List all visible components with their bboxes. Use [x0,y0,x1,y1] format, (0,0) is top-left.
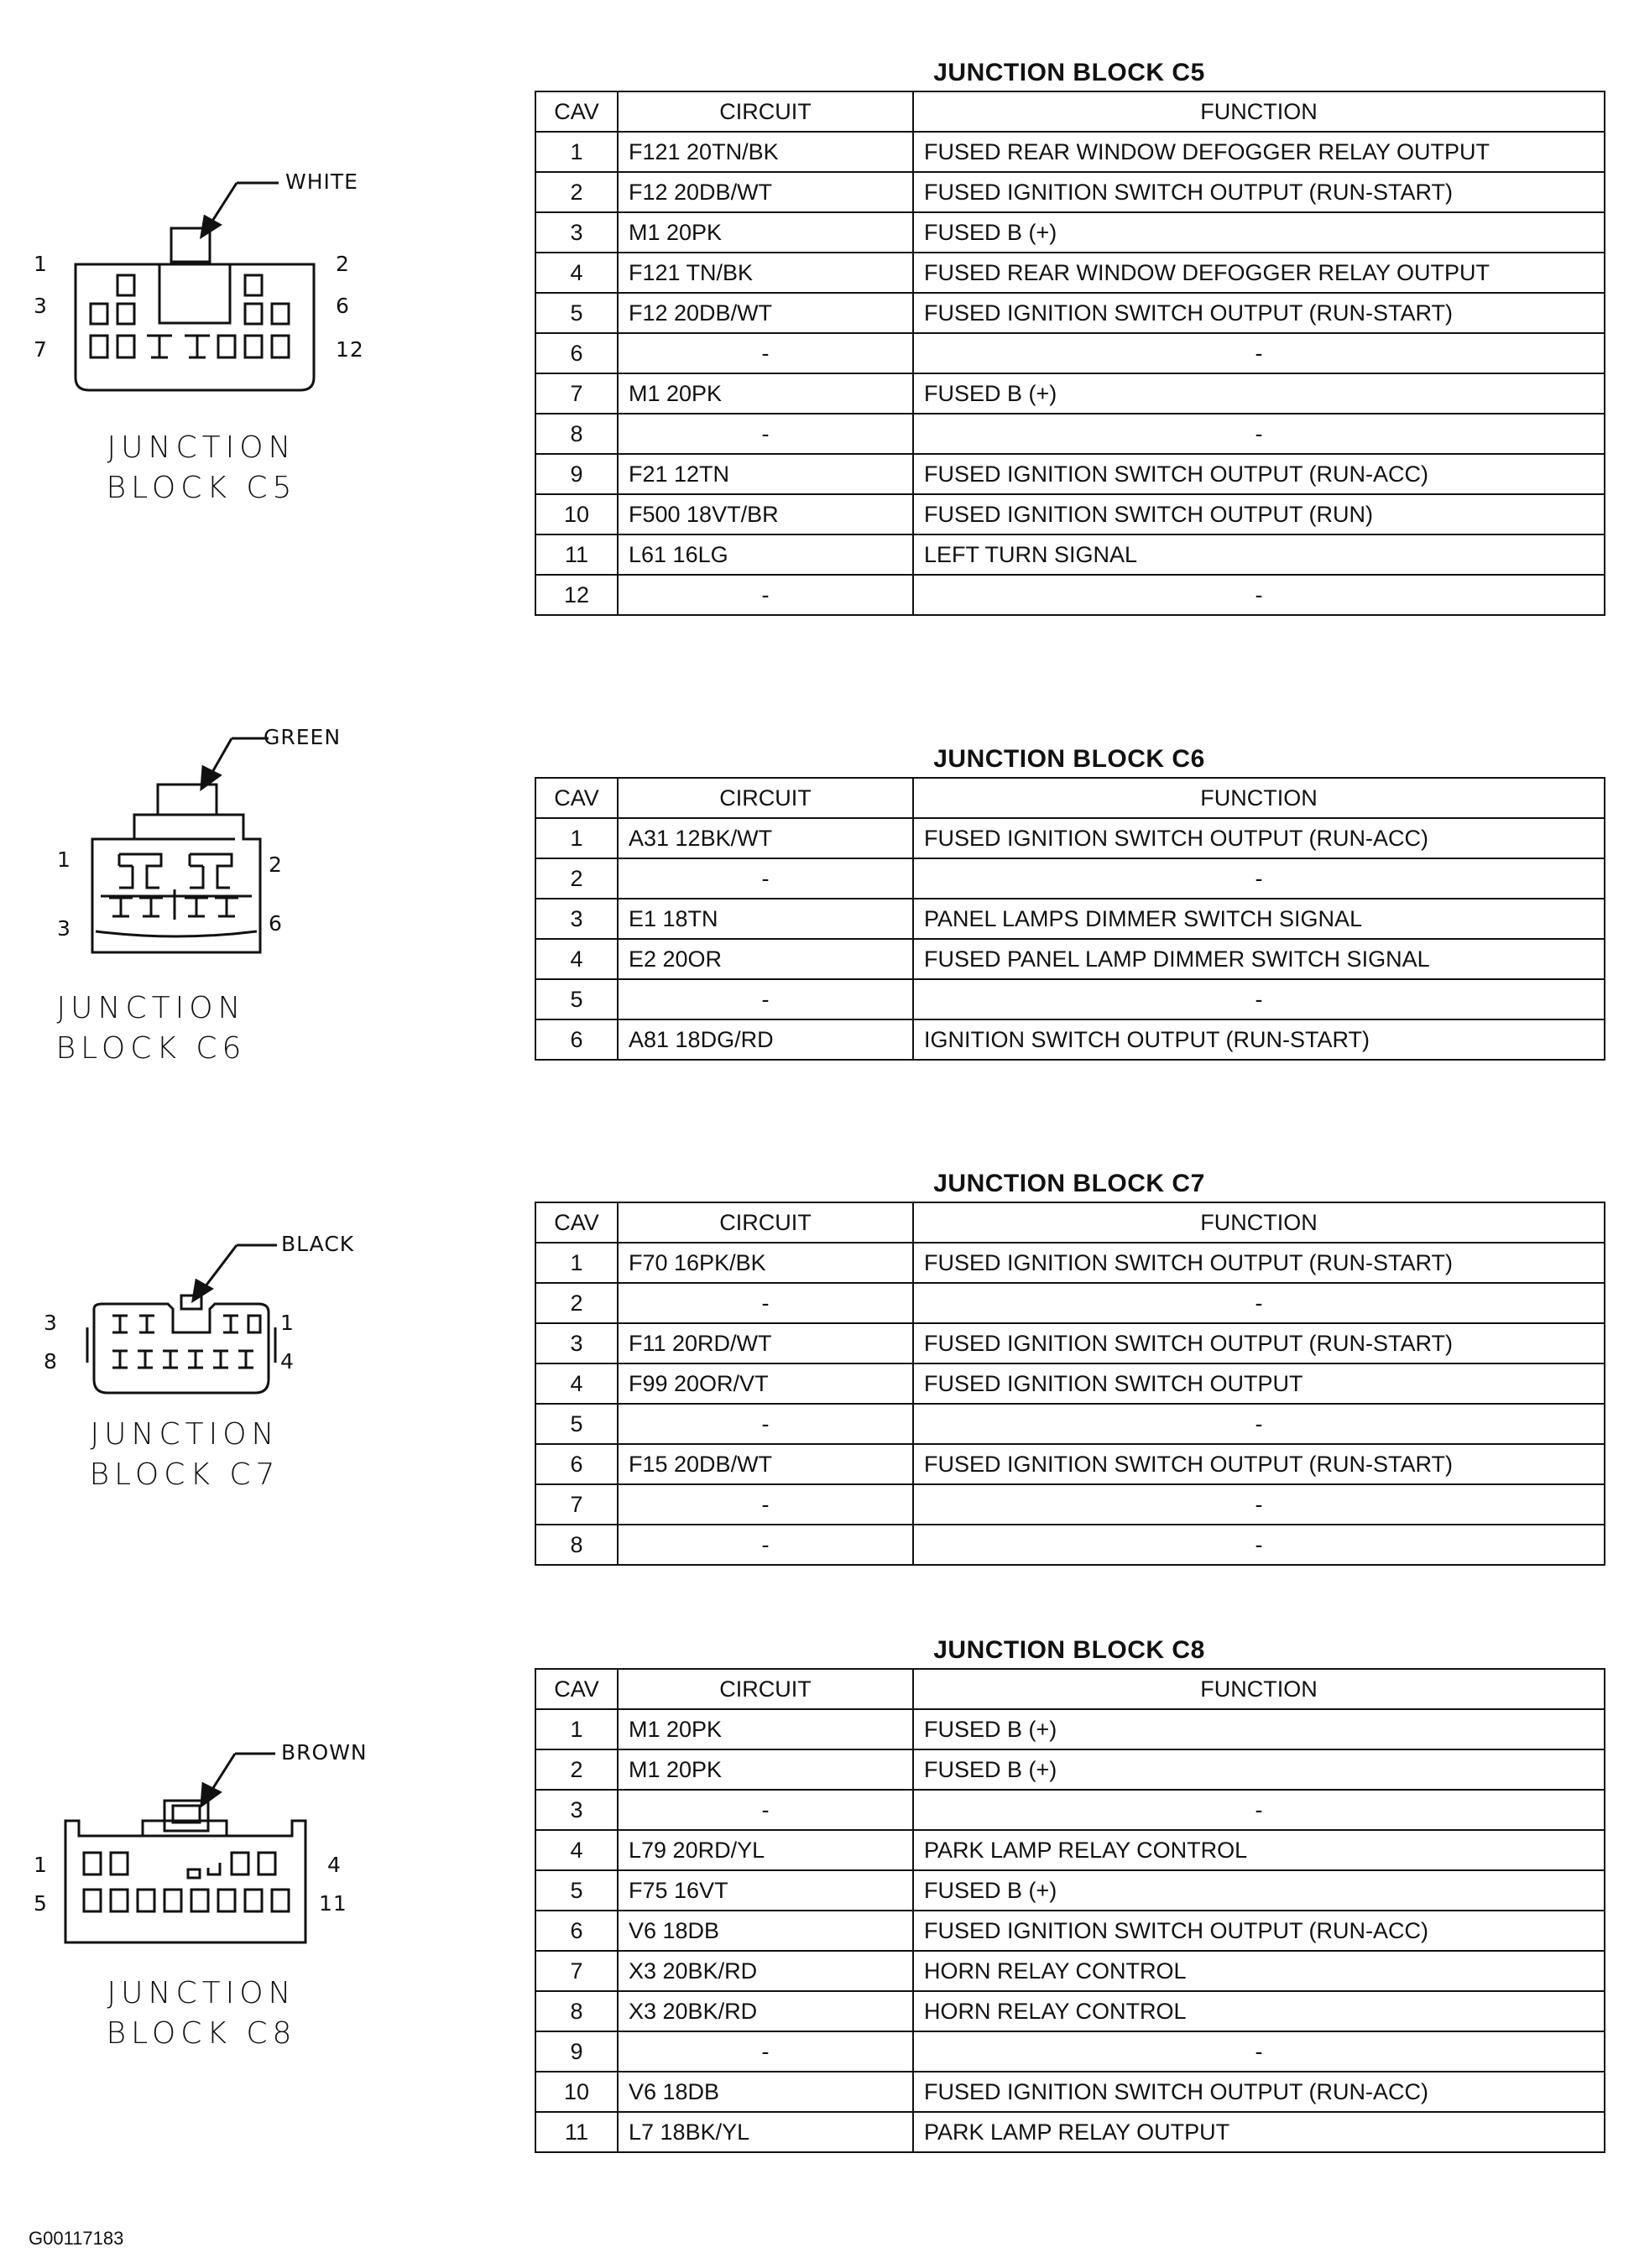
function-cell: FUSED IGNITION SWITCH OUTPUT (RUN-START) [913,1323,1605,1363]
table-body [535,132,1605,615]
pinout-table-c7 [535,1166,1604,1566]
connector-c7-drawing [25,1228,386,1413]
function-cell: FUSED IGNITION SWITCH OUTPUT (RUN) [913,494,1605,534]
table-row [535,2031,1605,2072]
table-row [535,212,1605,253]
circuit-cell: V6 18DB [618,2072,913,2112]
table-row [535,293,1605,333]
circuit-cell: - [618,2031,913,2072]
circuit-cell: - [618,1404,913,1444]
circuit-cell: X3 20BK/RD [618,1951,913,1991]
column-header-circuit: CIRCUIT [618,91,913,132]
connector-diagram-c8 [25,1737,386,2089]
circuit-cell: L7 18BK/YL [618,2112,913,2152]
pin-label: 2 [336,252,350,276]
table-body [535,1709,1605,2152]
pin-label: 1 [34,252,48,276]
table-row [535,333,1605,373]
pin-label: 1 [57,847,71,872]
function-cell: - [913,979,1605,1019]
table-row [535,1019,1605,1060]
connector-c6-drawing [25,722,386,957]
pin-label: 3 [44,1311,58,1335]
connector-caption [76,428,327,508]
table-row [535,575,1605,615]
cav-cell: 2 [535,1283,618,1323]
circuit-cell: E1 18TN [618,899,913,939]
pinout-table-c6 [535,742,1604,1061]
column-header-circuit: CIRCUIT [618,778,913,818]
caption-line: JUNCTION [90,1417,279,1452]
cav-cell: 9 [535,2031,618,2072]
cav-cell: 9 [535,454,618,494]
cav-cell: 7 [535,1951,618,1991]
column-header-function: FUNCTION [913,1669,1605,1709]
table-row [535,1991,1605,2031]
function-cell: - [913,1283,1605,1323]
function-cell: - [913,1484,1605,1525]
cav-cell: 4 [535,1830,618,1870]
cav-cell: 1 [535,1709,618,1749]
circuit-cell: A81 18DG/RD [618,1019,913,1060]
table-row [535,979,1605,1019]
table-row [535,132,1605,172]
circuit-cell: - [618,1525,913,1565]
circuit-cell: V6 18DB [618,1911,913,1951]
table-row [535,494,1605,534]
wire-color-label: GREEN [264,725,342,749]
cav-cell: 7 [535,373,618,414]
function-cell: - [913,1404,1605,1444]
function-cell: FUSED IGNITION SWITCH OUTPUT (RUN-START) [913,293,1605,333]
function-cell: FUSED REAR WINDOW DEFOGGER RELAY OUTPUT [913,253,1605,293]
cav-cell: 10 [535,494,618,534]
circuit-cell: - [618,1790,913,1830]
table-row [535,373,1605,414]
caption-line: JUNCTION [107,1976,296,2010]
table-row [535,1790,1605,1830]
cav-cell: 4 [535,253,618,293]
column-header-circuit: CIRCUIT [618,1202,913,1243]
function-cell: FUSED B (+) [913,1870,1605,1911]
table-row [535,939,1605,979]
circuit-cell: E2 20OR [618,939,913,979]
function-cell: PARK LAMP RELAY CONTROL [913,1830,1605,1870]
pin-label: 3 [34,294,48,318]
table-row [535,1363,1605,1404]
wire-color-label: BROWN [281,1740,368,1765]
connector-caption [25,988,277,1069]
table-title: JUNCTION BLOCK C7 [933,1170,1205,1197]
function-cell: HORN RELAY CONTROL [913,1991,1605,2031]
circuit-cell: F121 TN/BK [618,253,913,293]
pin-label: 3 [57,916,71,941]
caption-line: BLOCK C5 [106,471,297,505]
circuit-cell: M1 20PK [618,212,913,253]
column-header-circuit: CIRCUIT [618,1669,913,1709]
column-header-function: FUNCTION [913,778,1605,818]
table-header-row [535,91,1605,132]
table-row [535,1444,1605,1484]
pin-label: 1 [34,1853,48,1877]
table-title: JUNCTION BLOCK C5 [933,59,1205,86]
connector-caption [76,1973,327,2054]
function-cell: FUSED B (+) [913,1709,1605,1749]
function-cell: PARK LAMP RELAY OUTPUT [913,2112,1605,2152]
cav-cell: 2 [535,858,618,899]
circuit-cell: - [618,1283,913,1323]
column-header-function: FUNCTION [913,1202,1605,1243]
function-cell: FUSED IGNITION SWITCH OUTPUT (RUN-ACC) [913,454,1605,494]
pin-label: 8 [44,1349,58,1374]
cav-cell: 6 [535,1019,618,1060]
caption-line: JUNCTION [56,991,246,1025]
circuit-cell: M1 20PK [618,373,913,414]
wire-color-label: BLACK [281,1232,355,1256]
table-body [535,1243,1605,1565]
cav-cell: 5 [535,979,618,1019]
column-header-cav: CAV [535,91,618,132]
pinout-table-c8 [535,1633,1604,2153]
function-cell: - [913,858,1605,899]
function-cell: LEFT TURN SIGNAL [913,534,1605,575]
connector-diagram-c7 [25,1228,386,1514]
cav-cell: 1 [535,132,618,172]
caption-line: BLOCK C6 [55,1031,247,1066]
table-title: JUNCTION BLOCK C8 [933,1636,1205,1664]
circuit-cell: F70 16PK/BK [618,1243,913,1283]
pin-label: 4 [280,1349,295,1374]
circuit-cell: F99 20OR/VT [618,1363,913,1404]
circuit-cell: - [618,414,913,454]
cav-cell: 8 [535,1525,618,1565]
table-row [535,1525,1605,1565]
function-cell: FUSED IGNITION SWITCH OUTPUT (RUN-START) [913,172,1605,212]
table-row [535,1830,1605,1870]
circuit-cell: M1 20PK [618,1749,913,1790]
function-cell: FUSED IGNITION SWITCH OUTPUT (RUN-START) [913,1444,1605,1484]
table-row [535,899,1605,939]
pin-label: 6 [336,294,350,318]
cav-cell: 1 [535,818,618,858]
circuit-cell: - [618,333,913,373]
pin-label: 11 [319,1891,347,1916]
cav-cell: 4 [535,939,618,979]
pinout-table [535,777,1605,1061]
table-row [535,1243,1605,1283]
function-cell: - [913,414,1605,454]
cav-cell: 8 [535,414,618,454]
circuit-cell: F500 18VT/BR [618,494,913,534]
table-header-row [535,778,1605,818]
circuit-cell: F12 20DB/WT [618,293,913,333]
cav-cell: 12 [535,575,618,615]
cav-cell: 5 [535,1870,618,1911]
circuit-cell: - [618,1484,913,1525]
table-row [535,1404,1605,1444]
table-row [535,414,1605,454]
cav-cell: 3 [535,212,618,253]
table-row [535,534,1605,575]
pin-label: 4 [327,1853,342,1877]
table-row [535,1749,1605,1790]
function-cell: FUSED B (+) [913,212,1605,253]
circuit-cell: F75 16VT [618,1870,913,1911]
table-row [535,1484,1605,1525]
function-cell: FUSED IGNITION SWITCH OUTPUT (RUN-ACC) [913,2072,1605,2112]
table-row [535,1870,1605,1911]
function-cell: FUSED IGNITION SWITCH OUTPUT [913,1363,1605,1404]
cav-cell: 5 [535,1404,618,1444]
pinout-table [535,91,1605,616]
circuit-cell: F11 20RD/WT [618,1323,913,1363]
function-cell: PANEL LAMPS DIMMER SWITCH SIGNAL [913,899,1605,939]
pinout-table [535,1668,1605,2153]
function-cell: - [913,1790,1605,1830]
table-row [535,2072,1605,2112]
cav-cell: 11 [535,534,618,575]
cav-cell: 8 [535,1991,618,2031]
cav-cell: 10 [535,2072,618,2112]
cav-cell: 6 [535,1444,618,1484]
circuit-cell: F12 20DB/WT [618,172,913,212]
circuit-cell: X3 20BK/RD [618,1991,913,2031]
connector-diagram-c6 [25,722,386,1091]
table-row [535,1951,1605,1991]
pin-label: 2 [269,852,283,877]
cav-cell: 5 [535,293,618,333]
function-cell: FUSED PANEL LAMP DIMMER SWITCH SIGNAL [913,939,1605,979]
wire-color-label: WHITE [285,169,358,194]
connector-caption [59,1415,311,1495]
table-row [535,2112,1605,2152]
table-row [535,253,1605,293]
cav-cell: 1 [535,1243,618,1283]
cav-cell: 3 [535,1323,618,1363]
circuit-cell: - [618,575,913,615]
table-body [535,818,1605,1060]
function-cell: FUSED B (+) [913,1749,1605,1790]
function-cell: FUSED IGNITION SWITCH OUTPUT (RUN-START) [913,1243,1605,1283]
table-row [535,172,1605,212]
circuit-cell: A31 12BK/WT [618,818,913,858]
cav-cell: 7 [535,1484,618,1525]
cav-cell: 6 [535,333,618,373]
table-row [535,858,1605,899]
function-cell: FUSED IGNITION SWITCH OUTPUT (RUN-ACC) [913,818,1605,858]
circuit-cell: M1 20PK [618,1709,913,1749]
cav-cell: 11 [535,2112,618,2152]
function-cell: - [913,1525,1605,1565]
table-title: JUNCTION BLOCK C6 [933,745,1205,773]
cav-cell: 3 [535,1790,618,1830]
function-cell: FUSED IGNITION SWITCH OUTPUT (RUN-ACC) [913,1911,1605,1951]
caption-line: JUNCTION [107,430,296,465]
circuit-cell: F121 20TN/BK [618,132,913,172]
pin-label: 6 [269,911,283,936]
table-row [535,454,1605,494]
pin-label: 7 [34,337,48,362]
function-cell: HORN RELAY CONTROL [913,1951,1605,1991]
pin-label: 5 [34,1891,48,1916]
caption-line: BLOCK C7 [89,1457,280,1492]
circuit-cell: F21 12TN [618,454,913,494]
function-cell: FUSED REAR WINDOW DEFOGGER RELAY OUTPUT [913,132,1605,172]
circuit-cell: F15 20DB/WT [618,1444,913,1484]
column-header-cav: CAV [535,1669,618,1709]
pin-label: 1 [280,1311,295,1335]
figure-id: G00117183 [29,2228,124,2249]
table-row [535,1323,1605,1363]
connector-c8-drawing [25,1737,386,1963]
pinout-table [535,1202,1605,1566]
connector-c5-drawing [25,126,386,403]
connector-diagram-c5 [25,126,386,520]
function-cell: FUSED B (+) [913,373,1605,414]
cav-cell: 3 [535,899,618,939]
circuit-cell: L61 16LG [618,534,913,575]
function-cell: - [913,2031,1605,2072]
column-header-cav: CAV [535,778,618,818]
table-header-row [535,1669,1605,1709]
cav-cell: 2 [535,1749,618,1790]
circuit-cell: - [618,858,913,899]
circuit-cell: L79 20RD/YL [618,1830,913,1870]
column-header-function: FUNCTION [913,91,1605,132]
function-cell: - [913,575,1605,615]
pinout-table-c5 [535,55,1604,616]
table-row [535,818,1605,858]
cav-cell: 4 [535,1363,618,1404]
table-header-row [535,1202,1605,1243]
column-header-cav: CAV [535,1202,618,1243]
table-row [535,1283,1605,1323]
cav-cell: 2 [535,172,618,212]
caption-line: BLOCK C8 [106,2016,297,2051]
function-cell: IGNITION SWITCH OUTPUT (RUN-START) [913,1019,1605,1060]
function-cell: - [913,333,1605,373]
pin-label: 12 [336,337,364,362]
table-row [535,1709,1605,1749]
circuit-cell: - [618,979,913,1019]
table-row [535,1911,1605,1951]
cav-cell: 6 [535,1911,618,1951]
